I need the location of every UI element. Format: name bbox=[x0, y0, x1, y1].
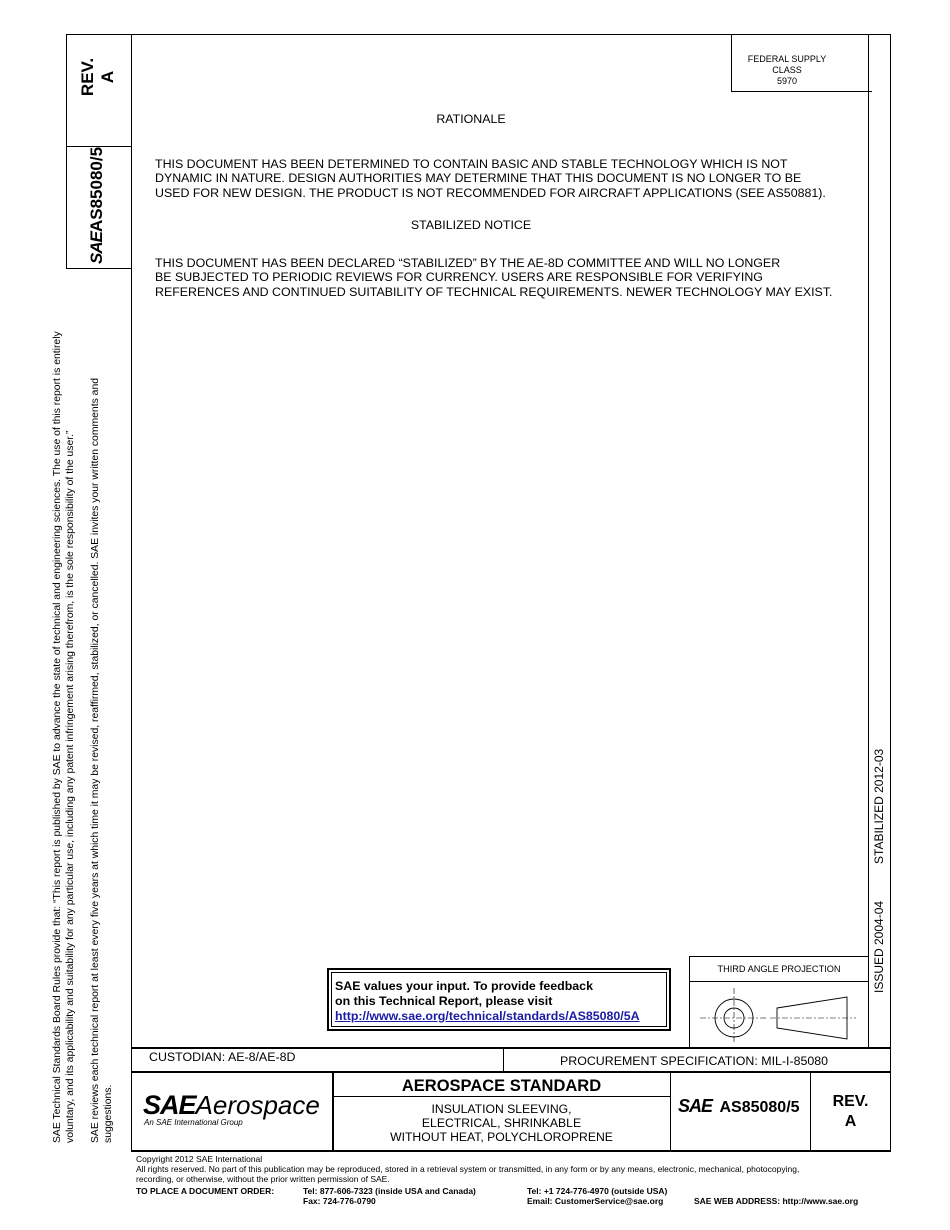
email: Email: CustomerService@sae.org bbox=[527, 1196, 664, 1206]
rev-block-value: A bbox=[844, 1113, 857, 1130]
rev-stamp-label: REV. bbox=[78, 57, 97, 97]
rationale-paragraph bbox=[155, 157, 855, 200]
doc-number: AS85080/5 bbox=[719, 1099, 800, 1116]
feedback-line-2: on this Technical Report, please visit bbox=[335, 994, 553, 1008]
rights-line-1: All rights reserved. No part of this publication may be reproduced, stored in a retrieval system or transmitted, in any form or by any means, electronic, mechanical, photocopying, bbox=[136, 1164, 800, 1174]
order-label: TO PLACE A DOCUMENT ORDER: bbox=[136, 1186, 275, 1196]
order-contact-block bbox=[527, 1186, 667, 1206]
rev-block bbox=[811, 1092, 890, 1132]
rights-line-2: recording, or otherwise, without the prior written permission of SAE. bbox=[136, 1174, 390, 1184]
feedback-line-1: SAE values your input. To provide feedback bbox=[335, 979, 593, 993]
tel-outside: Tel: +1 724-776-4970 (outside USA) bbox=[527, 1186, 668, 1196]
standard-type: AEROSPACE STANDARD bbox=[401, 1077, 602, 1095]
procurement-spec: PROCUREMENT SPECIFICATION: MIL-I-85080 bbox=[560, 1054, 829, 1068]
footer bbox=[136, 1154, 886, 1184]
disclaimer-line-1: SAE Technical Standards Board Rules provide that: “This report is published by SAE to advance the state of technical and engineering sciences. The use of this report is entirely bbox=[52, 331, 63, 1143]
review-line-2: suggestions. bbox=[102, 1084, 114, 1143]
frame-top bbox=[66, 34, 891, 35]
projection-top bbox=[689, 956, 869, 957]
rationale-line: USED FOR NEW DESIGN. THE PRODUCT IS NOT RECOMMENDED FOR AIRCRAFT APPLICATIONS (SEE AS50881). bbox=[155, 185, 826, 200]
projection-label: THIRD ANGLE PROJECTION bbox=[717, 964, 841, 974]
titleblock-bottom bbox=[131, 1150, 891, 1152]
disclaimer-line-2: voluntary, and its applicability and suitability for any particular use, including any patent infringement arising therefrom, is the sole responsibility of the user.” bbox=[64, 430, 76, 1143]
title-divider bbox=[670, 1072, 671, 1152]
frame-left-inner bbox=[131, 34, 132, 1152]
titleblock-top bbox=[131, 1047, 891, 1049]
third-angle-projection-symbol bbox=[692, 984, 862, 1046]
stabilized-date: STABILIZED 2012-03 bbox=[872, 748, 886, 864]
logo-sae: SAE bbox=[143, 1090, 196, 1120]
stabilized-paragraph bbox=[155, 256, 860, 299]
docnum-box-bottom bbox=[66, 268, 132, 269]
issued-date: ISSUED 2004-04 bbox=[872, 900, 886, 993]
titleblock-row-divider bbox=[131, 1071, 891, 1073]
frame-right-outer bbox=[890, 34, 891, 1152]
stabilized-heading: STABILIZED NOTICE bbox=[410, 218, 532, 232]
web-address: SAE WEB ADDRESS: http://www.sae.org bbox=[694, 1196, 859, 1206]
document-title bbox=[333, 1102, 670, 1145]
fax: Fax: 724-776-0790 bbox=[303, 1196, 376, 1206]
doc-number-stamp-text: AS85080/5 bbox=[87, 146, 106, 233]
title-line: INSULATION SLEEVING, bbox=[431, 1102, 572, 1116]
fsc-box-bottom bbox=[731, 91, 872, 92]
fsc-label: FEDERAL SUPPLY CLASS bbox=[747, 54, 827, 75]
custodian-divider bbox=[503, 1048, 504, 1072]
projection-divider bbox=[689, 981, 869, 982]
disclaimer-text bbox=[52, 283, 77, 1143]
tel-usa: Tel: 877-606-7323 (inside USA and Canada) bbox=[303, 1186, 476, 1196]
feedback-link[interactable]: http://www.sae.org/technical/standards/AS85080/5A bbox=[335, 1009, 640, 1023]
doc-number-stamp bbox=[87, 148, 107, 264]
rationale-line: THIS DOCUMENT HAS BEEN DETERMINED TO CONTAIN BASIC AND STABLE TECHNOLOGY WHICH IS NOT bbox=[155, 157, 788, 171]
doc-sae-logo: SAE bbox=[678, 1096, 713, 1116]
custodian: CUSTODIAN: AE-8/AE-8D bbox=[149, 1050, 296, 1064]
title-line: ELECTRICAL, SHRINKABLE bbox=[421, 1116, 582, 1131]
copyright: Copyright 2012 SAE International bbox=[136, 1154, 263, 1164]
stabilized-line: BE SUBJECTED TO PERIODIC REVIEWS FOR CURRENCY. USERS ARE RESPONSIBLE FOR VERIFYING bbox=[155, 270, 763, 285]
feedback-box bbox=[327, 968, 671, 1031]
rev-stamp-value: A bbox=[98, 70, 117, 84]
review-text bbox=[90, 343, 115, 1143]
stabilized-line: REFERENCES AND CONTINUED SUITABILITY OF TECHNICAL REQUIREMENTS. NEWER TECHNOLOGY MAY EXIST. bbox=[155, 284, 833, 299]
frame-left-outer bbox=[66, 34, 67, 268]
rev-block-label: REV. bbox=[832, 1093, 869, 1110]
frame-right-inner bbox=[868, 34, 869, 1048]
sae-logo-small: SAE bbox=[87, 232, 106, 264]
logo-aerospace: Aerospace bbox=[195, 1090, 320, 1120]
rationale-heading: RATIONALE bbox=[436, 112, 506, 126]
federal-supply-class bbox=[732, 54, 842, 87]
sae-aerospace-logo bbox=[143, 1090, 320, 1127]
standard-type-underline bbox=[333, 1096, 670, 1097]
doc-number-block bbox=[678, 1096, 800, 1118]
logo-tagline: An SAE International Group bbox=[144, 1118, 243, 1127]
title-line: WITHOUT HEAT, POLYCHLOROPRENE bbox=[390, 1130, 613, 1145]
stabilized-line: THIS DOCUMENT HAS BEEN DECLARED “STABILIZED” BY THE AE-8D COMMITTEE AND WILL NO LONGER bbox=[155, 256, 781, 270]
order-phone-block bbox=[303, 1186, 476, 1206]
rev-stamp bbox=[78, 42, 118, 112]
rationale-line: DYNAMIC IN NATURE. DESIGN AUTHORITIES MAY DETERMINE THAT THIS DOCUMENT IS NO LONGER TO BE bbox=[155, 171, 802, 186]
fsc-value: 5970 bbox=[776, 76, 798, 86]
review-line-1: SAE reviews each technical report at least every five years at which time it may be revised, reaffirmed, stabilized, or cancelled. SAE invites your written comments and bbox=[90, 377, 101, 1143]
